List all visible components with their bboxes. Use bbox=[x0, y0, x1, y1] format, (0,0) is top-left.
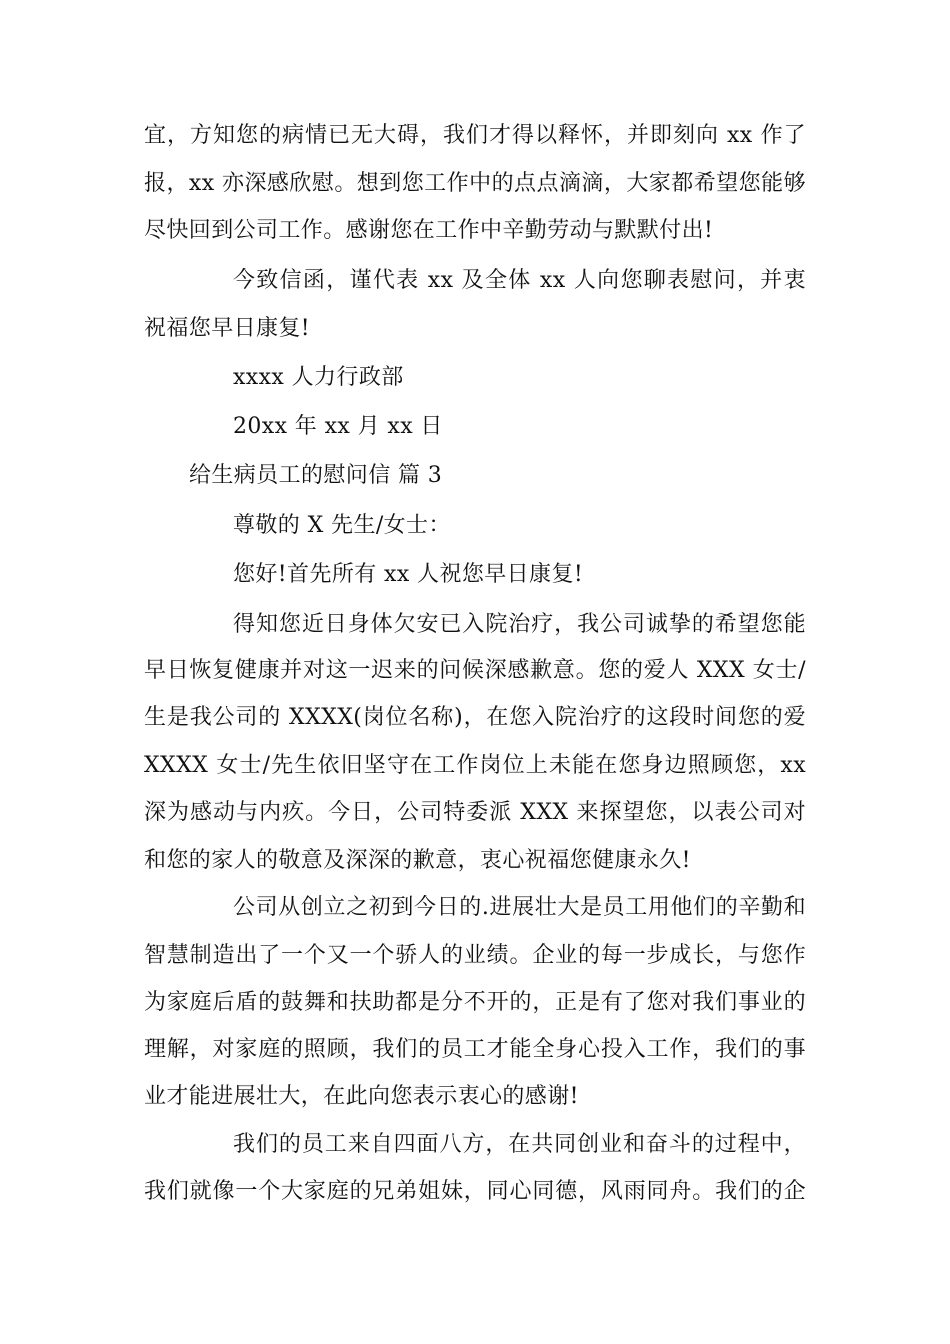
body-line: 我们就像一个大家庭的兄弟姐妹，同心同德，风雨同舟。我们的企 bbox=[144, 1179, 806, 1204]
body-line: 生是我公司的 XXXX(岗位名称)，在您入院治疗的这段时间您的爱 bbox=[144, 705, 806, 730]
body-line: 报，xx 亦深感欣慰。想到您工作中的点点滴滴，大家都希望您能够 bbox=[144, 171, 806, 196]
greeting-line: 您好!首先所有 xx 人祝您早日康复! bbox=[233, 562, 584, 587]
body-line: 尽快回到公司工作。感谢您在工作中辛勤劳动与默默付出! bbox=[144, 218, 714, 243]
body-line: 和您的家人的敬意及深深的歉意，衷心祝福您健康永久! bbox=[144, 848, 691, 873]
signature-department: xxxx 人力行政部 bbox=[233, 365, 404, 390]
body-line: XXXX 女士/先生依旧坚守在工作岗位上未能在您身边照顾您，xx bbox=[144, 753, 806, 778]
body-line: 早日恢复健康并对这一迟来的问候深感歉意。您的爱人 XXX 女士/ bbox=[144, 658, 806, 683]
body-line: 我们的员工来自四面八方，在共同创业和奋斗的过程中， bbox=[233, 1132, 806, 1157]
body-line: 理解，对家庭的照顾，我们的员工才能全身心投入工作，我们的事 bbox=[144, 1037, 806, 1062]
body-line: 公司从创立之初到今日的.进展壮大是员工用他们的辛勤和 bbox=[233, 895, 806, 920]
body-line: 智慧制造出了一个又一个骄人的业绩。企业的每一步成长，与您作 bbox=[144, 943, 806, 968]
signature-date: 20xx 年 xx 月 xx 日 bbox=[233, 414, 443, 439]
body-line: 业才能进展壮大，在此向您表示衷心的感谢! bbox=[144, 1084, 579, 1109]
salutation: 尊敬的 X 先生/女士： bbox=[233, 513, 451, 538]
body-line: 宜，方知您的病情已无大碍，我们才得以释怀，并即刻向 xx 作了 bbox=[144, 123, 806, 148]
body-line: 今致信函，谨代表 xx 及全体 xx 人向您聊表慰问，并衷 bbox=[233, 268, 806, 293]
body-line: 祝福您早日康复! bbox=[144, 316, 311, 341]
body-line: 深为感动与内疚。今日，公司特委派 XXX 来探望您，以表公司对 bbox=[144, 800, 806, 825]
section-heading: 给生病员工的慰问信 篇 3 bbox=[189, 463, 443, 488]
body-line: 得知您近日身体欠安已入院治疗，我公司诚挚的希望您能 bbox=[233, 612, 806, 637]
body-line: 为家庭后盾的鼓舞和扶助都是分不开的，正是有了您对我们事业的 bbox=[144, 990, 806, 1015]
